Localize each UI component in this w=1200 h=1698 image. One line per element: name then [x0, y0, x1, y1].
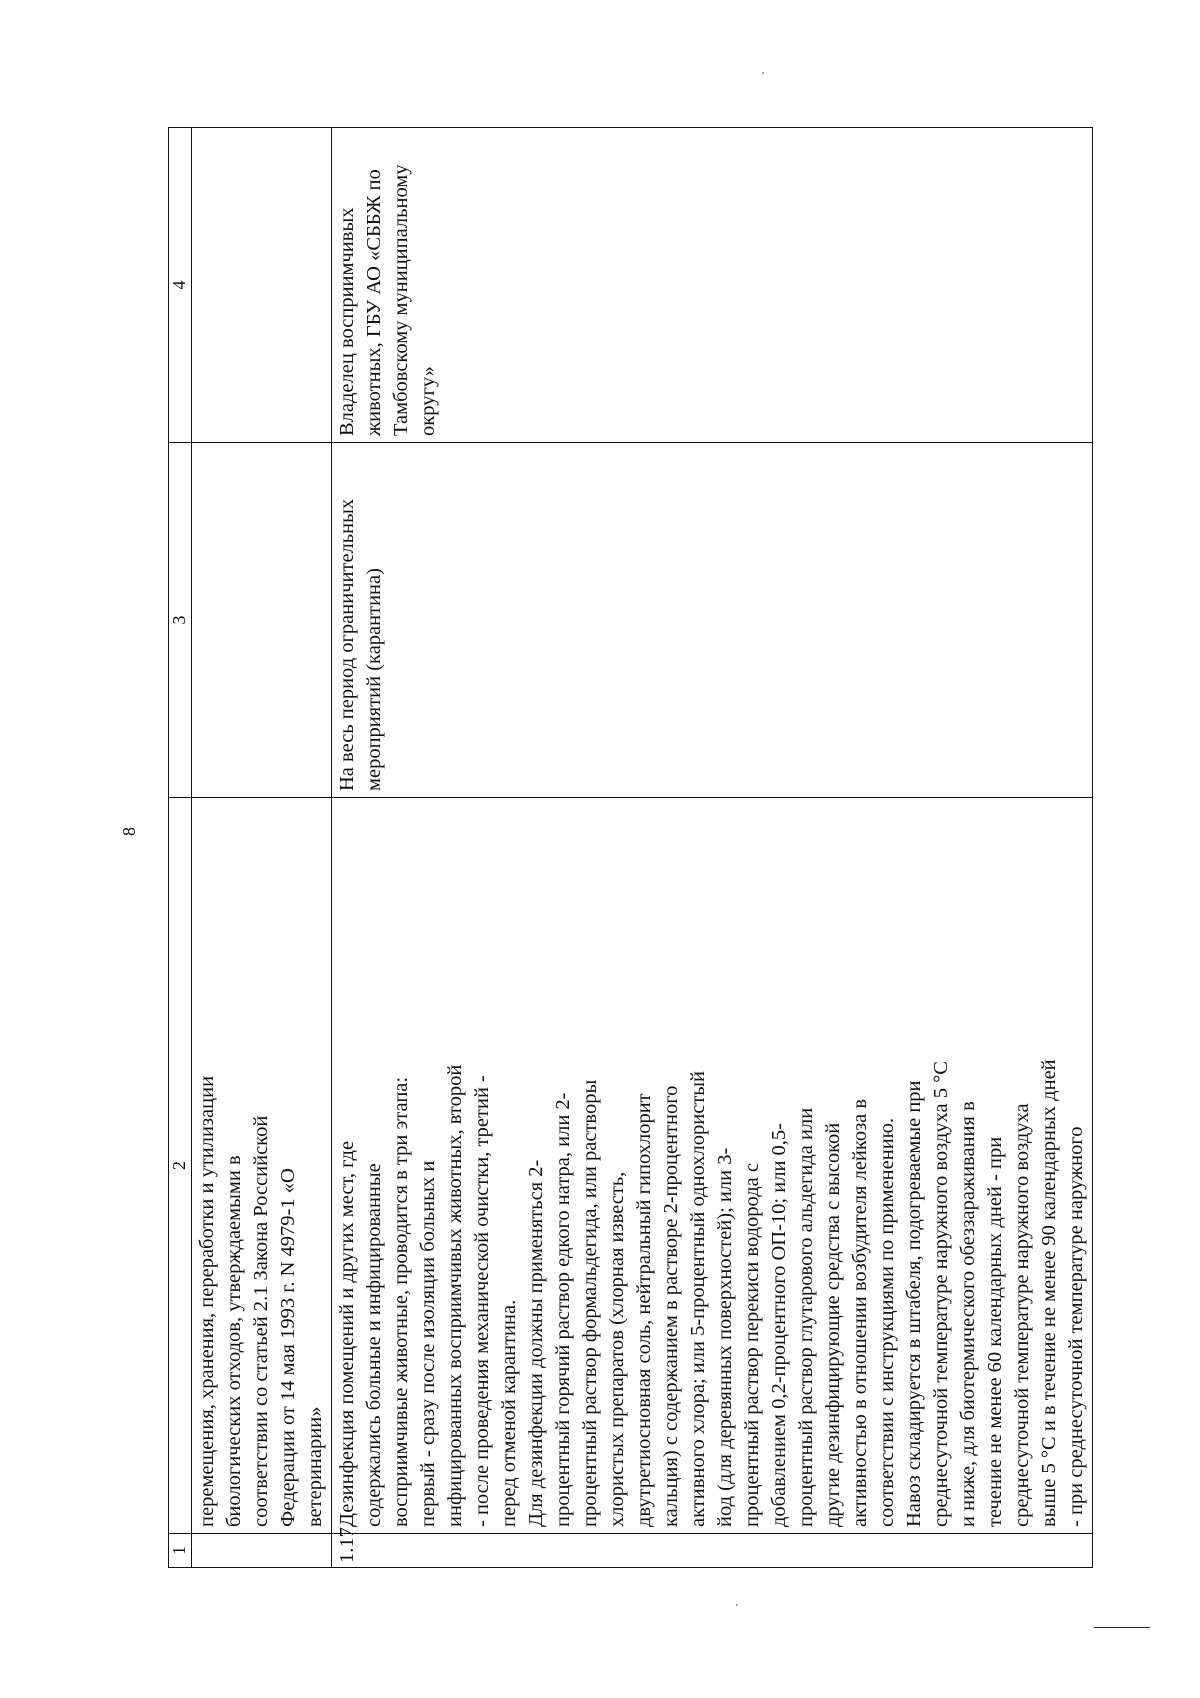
text-line: процентный раствор глутарового альдегида или	[795, 1107, 817, 1527]
text-line: биологических отходов, утверждаемыми в	[223, 1155, 245, 1527]
text-line: выше 5 °С и в течение не менее 90 календарных дней	[1038, 1059, 1060, 1527]
text-line: среднесуточной температуре наружного воздуха	[1011, 1103, 1033, 1527]
text-line: мероприятий (карантина)	[363, 568, 385, 791]
text-line: добавлением 0,2-процентного ОП-10; или 0,5-	[768, 1122, 790, 1527]
row-number	[192, 1534, 332, 1568]
text-line: ветеринарии»	[304, 1406, 326, 1527]
text-line: Тамбовскому муниципальному	[390, 164, 412, 436]
text-line: животных, ГБУ АО «СББЖ по	[363, 169, 385, 436]
text-line: процентный горячий раствор едкого натра, или 2-	[552, 1092, 574, 1527]
header-col-1: 1	[169, 1534, 192, 1568]
text-line: процентный раствор перекиси водорода с	[741, 1163, 763, 1527]
text-line: процентный раствор формальдегида, или растворы	[579, 1079, 601, 1527]
table-row	[192, 128, 332, 1568]
text-line: соответствии с инструкциями по применению.	[876, 1117, 898, 1527]
measures-table	[168, 127, 1093, 1568]
text-line: - при среднесуточной температуре наружного	[1065, 1126, 1087, 1527]
table-header-row	[169, 128, 192, 1568]
text-line: восприимчивые животные, проводится в три этапа:	[390, 1076, 412, 1527]
footer-rule	[1094, 1627, 1150, 1628]
text-line: Для дезинфекции должны применяться 2-	[525, 1159, 547, 1527]
text-line: соответствии со статьей 2.1 Закона Российской	[250, 1115, 272, 1527]
table-row	[332, 128, 1093, 1568]
responsible-cell	[192, 128, 332, 443]
text-line: Дезинфекция помещений и других мест, где	[336, 1140, 358, 1527]
text-line: инфицированных восприимчивых животных, второй	[444, 1064, 466, 1527]
rotated-table-container	[168, 128, 1087, 1568]
text-line: Навоз складируется в штабеля, подогреваемые при	[903, 1080, 925, 1527]
row-number: 1.17.	[332, 1534, 1093, 1568]
text-line: хлористых препаратов (хлорная известь,	[606, 1171, 628, 1527]
measure-cell	[192, 798, 332, 1534]
text-line: перед отменой карантина.	[498, 1299, 520, 1527]
text-line: йод (для деревянных поверхностей); или 3-	[714, 1147, 736, 1527]
header-col-2: 2	[169, 798, 192, 1534]
text-line: кальция) с содержанием в растворе 2-процентного	[660, 1085, 682, 1527]
text-line: содержались больные и инфицированные	[363, 1163, 385, 1527]
page-number: 8	[119, 827, 139, 836]
text-line: течение не менее 60 календарных дней - при	[984, 1136, 1006, 1527]
header-col-4: 4	[169, 128, 192, 443]
text-line: На весь период ограничительных	[336, 498, 358, 791]
text-line: первый - сразу после изоляции больных и	[417, 1160, 439, 1527]
measure-cell	[332, 798, 1093, 1534]
text-line: другие дезинфицирующие средства с высокой	[822, 1122, 844, 1527]
text-line: перемещения, хранения, переработки и утилизации	[196, 1075, 218, 1527]
header-col-3: 3	[169, 443, 192, 798]
text-line: активного хлора; или 5-процентный однохлористый	[687, 1070, 709, 1527]
text-line: Федерации от 14 мая 1993 г. N 4979-1 «О	[277, 1168, 299, 1527]
text-line: Владелец восприимчивых	[336, 207, 358, 436]
text-line: среднесуточной температуре наружного воздуха 5 °С	[930, 1061, 952, 1527]
text-line: округу»	[417, 366, 439, 436]
period-cell	[192, 443, 332, 798]
scan-speck	[736, 1604, 738, 1606]
scan-speck	[762, 72, 764, 74]
responsible-cell	[332, 128, 1093, 443]
text-line: активностью в отношении возбудителя лейкоза в	[849, 1098, 871, 1527]
text-line: и ниже, для биотермического обеззараживания в	[957, 1101, 979, 1527]
text-line: - после проведения механической очистки, третий -	[471, 1075, 493, 1527]
text-line: двутретиосновная соль, нейтральный гипохлорит	[633, 1093, 655, 1527]
period-cell	[332, 443, 1093, 798]
